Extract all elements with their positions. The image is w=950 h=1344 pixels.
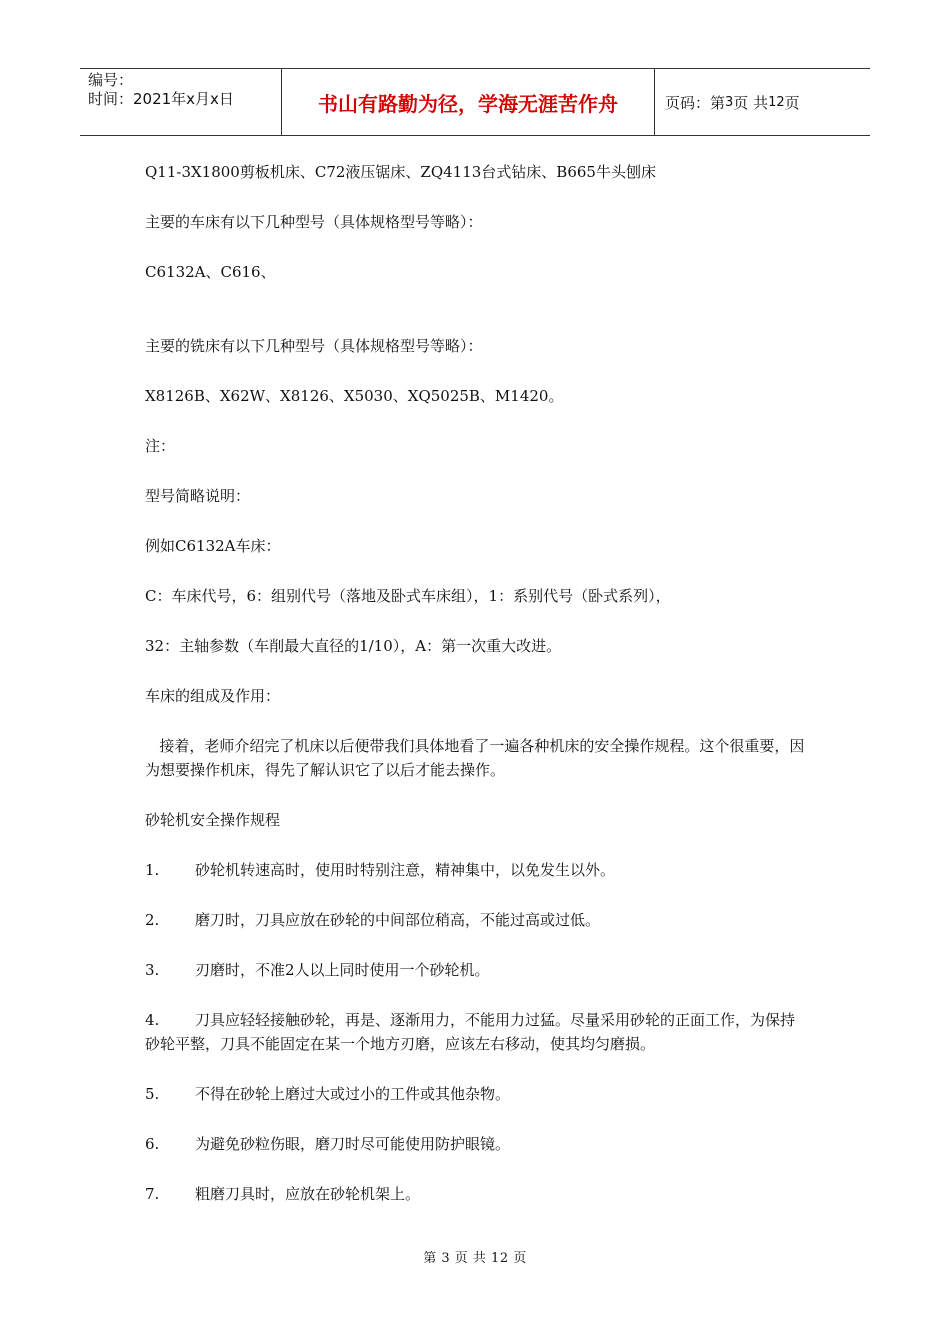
paragraph-code-meaning-2: 32：主轴参数（车削最大直径的1/10），A：第一次重大改进。 — [145, 637, 562, 655]
header-meta — [80, 69, 282, 135]
list-item — [145, 958, 805, 982]
list-item — [145, 1182, 805, 1206]
page-prefix: 页码：第 — [665, 93, 726, 112]
list-item-text: 砂轮机转速高时，使用时特别注意，精神集中，以免发生以外。 — [195, 861, 616, 879]
list-item-number: 1. — [145, 861, 160, 879]
document-body — [145, 160, 805, 1232]
list-item-number: 5. — [145, 1085, 160, 1103]
paragraph-code-meaning-1: C：车床代号，6：组别代号（落地及卧式车床组），1：系别代号（卧式系列）， — [145, 587, 671, 605]
list-item-text: 刃磨时，不准2人以上同时使用一个砂轮机。 — [195, 961, 490, 979]
list-item-text: 为避免砂粒伤眼，磨刀时尽可能使用防护眼镜。 — [195, 1135, 511, 1153]
header-motto: 书山有路勤为径，学海无涯苦作舟 — [282, 69, 655, 135]
page-current: 3 — [725, 94, 734, 110]
page-middle: 页 共 — [733, 93, 769, 112]
list-item — [145, 1132, 805, 1156]
list-item — [145, 858, 805, 882]
paragraph-example: 例如C6132A车床： — [145, 537, 281, 555]
document-number-label: 编号： — [88, 71, 134, 89]
page-footer: 第 3 页 共 12 页 — [423, 1251, 527, 1266]
paragraph-machines: Q11-3X1800剪板机床、C72液压锯床、ZQ4113台式钻床、B665牛头刨床 — [145, 163, 656, 181]
paragraph-mill-intro: 主要的铣床有以下几种型号（具体规格型号等略）： — [145, 337, 483, 355]
section-heading-grinder-safety: 砂轮机安全操作规程 — [145, 811, 281, 829]
list-item-number: 6. — [145, 1135, 160, 1153]
header-page-indicator — [655, 69, 870, 135]
paragraph-safety-intro: 接着，老师介绍完了机床以后便带我们具体地看了一遍各种机床的安全操作规程。这个很重要，因为想要操作机床，得先了解认识它了以后才能去操作。 — [145, 737, 805, 779]
list-item-number: 3. — [145, 961, 160, 979]
list-item — [145, 1082, 805, 1106]
list-item — [145, 1008, 805, 1056]
list-item-number: 4. — [145, 1011, 160, 1029]
page-suffix: 页 — [784, 93, 800, 112]
paragraph-note: 注： — [145, 437, 176, 455]
list-item-number: 2. — [145, 911, 160, 929]
document-date-label: 时间：2021年x月x日 — [88, 90, 234, 108]
paragraph-mill-models: X8126B、X62W、X8126、X5030、XQ5025B、M1420。 — [145, 387, 564, 405]
paragraph-model-explanation: 型号简略说明： — [145, 487, 251, 505]
list-item-text: 不得在砂轮上磨过大或过小的工件或其他杂物。 — [195, 1085, 511, 1103]
list-item-text: 粗磨刀具时，应放在砂轮机架上。 — [195, 1185, 421, 1203]
list-item-text: 刀具应轻轻接触砂轮，再是、逐渐用力，不能用力过猛。尽量采用砂轮的正面工作，为保持砂轮平整，刀具不能固定在某一个地方刃磨，应该左右移动，使其均匀磨损。 — [145, 1011, 796, 1053]
page-total: 12 — [768, 94, 785, 110]
list-item-text: 磨刀时，刀具应放在砂轮的中间部位稍高，不能过高或过低。 — [195, 911, 601, 929]
paragraph-lathe-models: C6132A、C616、 — [145, 263, 276, 281]
list-item — [145, 908, 805, 932]
list-item-number: 7. — [145, 1185, 160, 1203]
page-header — [80, 68, 870, 136]
paragraph-lathe-composition: 车床的组成及作用： — [145, 687, 281, 705]
paragraph-lathe-intro: 主要的车床有以下几种型号（具体规格型号等略）： — [145, 213, 483, 231]
